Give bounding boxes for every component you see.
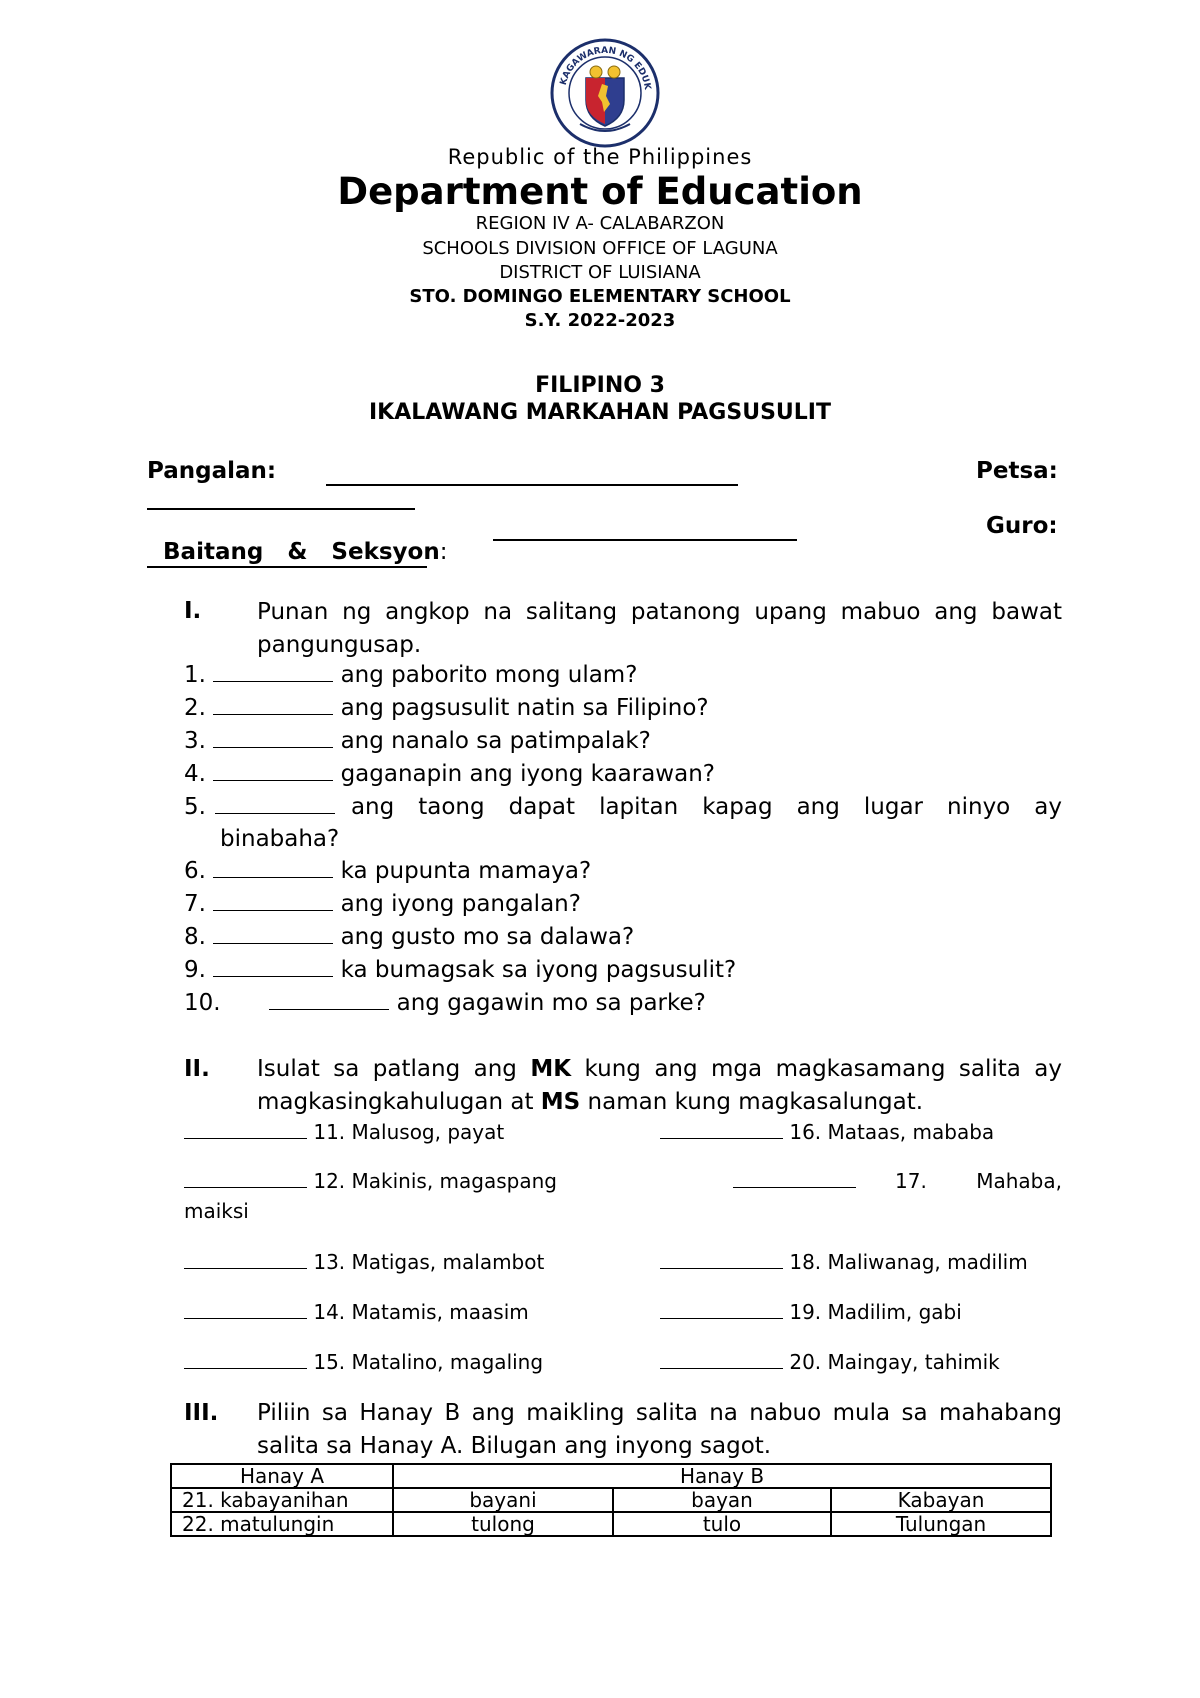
question-7 xyxy=(184,891,581,917)
question-text: ang gusto mo sa dalawa? xyxy=(340,924,635,950)
question-number: 9. xyxy=(184,957,206,983)
question-text: ang pagsusulit natin sa Filipino? xyxy=(340,695,709,721)
section1-directions-line2: pangungusap. xyxy=(257,632,422,658)
question-2 xyxy=(184,695,709,721)
question-number: 5. xyxy=(184,794,206,820)
name-field[interactable] xyxy=(326,484,738,486)
answer-blank[interactable] xyxy=(184,1187,307,1188)
section2-numeral: II. xyxy=(184,1056,210,1082)
name-label: Pangalan: xyxy=(147,458,277,484)
grade-section-label xyxy=(147,513,447,565)
answer-blank[interactable] xyxy=(733,1187,856,1188)
section3-directions-line2: salita sa Hanay A. Bilugan ang inyong sagot. xyxy=(257,1433,772,1459)
question-10 xyxy=(184,990,706,1016)
hanay-a-word: 22. matulungin xyxy=(171,1512,393,1536)
section1-numeral: I. xyxy=(184,598,202,624)
question-text: gaganapin ang iyong kaarawan? xyxy=(340,761,716,787)
answer-blank[interactable] xyxy=(184,1268,307,1269)
republic-line: Republic of the Philippines xyxy=(447,145,753,169)
choice-option[interactable]: tulong xyxy=(393,1512,613,1536)
division-line: SCHOOLS DIVISION OFFICE OF LAGUNA xyxy=(422,238,778,259)
section2-dir-text: naman kung magkasalungat. xyxy=(580,1089,924,1115)
hanay-table xyxy=(170,1463,1052,1537)
answer-blank[interactable] xyxy=(213,714,333,715)
table-row xyxy=(171,1512,1051,1536)
grade-section-label-text: Baitang & Seksyon xyxy=(163,539,440,565)
question-number: 2. xyxy=(184,695,206,721)
hanay-a-word: 21. kabayanihan xyxy=(171,1488,393,1512)
pair-item-20 xyxy=(660,1350,1000,1374)
section2-directions-line2 xyxy=(257,1086,923,1119)
department-title: Department of Education xyxy=(337,170,863,213)
date-field[interactable] xyxy=(147,508,415,510)
pair-text: 16. Mataas, mababa xyxy=(789,1120,995,1144)
section1-directions-line1: Punan ng angkop na salitang patanong upang mabuo ang bawat xyxy=(257,599,1062,625)
pair-item-11 xyxy=(184,1120,504,1144)
section2-dir-text: Isulat sa patlang ang xyxy=(257,1056,531,1082)
answer-blank[interactable] xyxy=(184,1138,307,1139)
school-year: S.Y. 2022-2023 xyxy=(524,310,676,331)
answer-blank[interactable] xyxy=(213,943,333,944)
district-line: DISTRICT OF LUISIANA xyxy=(499,262,701,283)
seal-text: KAGAWARAN NG EDUK xyxy=(558,45,652,91)
pair-item-17-continuation: maiksi xyxy=(184,1199,249,1223)
question-text: ka pupunta mamaya? xyxy=(340,858,592,884)
pair-item-13 xyxy=(184,1250,544,1274)
pair-item-16 xyxy=(660,1120,994,1144)
pair-text: 20. Maingay, tahimik xyxy=(789,1350,1000,1374)
pair-text: 13. Matigas, malambot xyxy=(313,1250,545,1274)
answer-blank[interactable] xyxy=(660,1368,783,1369)
pair-item-18 xyxy=(660,1250,1028,1274)
answer-blank[interactable] xyxy=(660,1268,783,1269)
teacher-label: Guro: xyxy=(986,513,1058,539)
question-4 xyxy=(184,761,715,787)
choice-option[interactable]: bayani xyxy=(393,1488,613,1512)
question-9 xyxy=(184,957,736,983)
question-5 xyxy=(184,794,1062,820)
answer-blank[interactable] xyxy=(213,877,333,878)
answer-blank[interactable] xyxy=(660,1318,783,1319)
choice-option[interactable]: tulo xyxy=(613,1512,831,1536)
section2-dir-text: kung ang mga magkasamang salita ay xyxy=(571,1056,1062,1082)
pair-text: 12. Makinis, magaspang xyxy=(313,1169,557,1193)
table-header-row xyxy=(171,1464,1051,1488)
question-number: 4. xyxy=(184,761,206,787)
question-8 xyxy=(184,924,634,950)
question-number: 3. xyxy=(184,728,206,754)
answer-blank[interactable] xyxy=(184,1368,307,1369)
date-label: Petsa: xyxy=(976,458,1058,484)
question-5-continuation: binabaha? xyxy=(220,826,340,852)
answer-blank[interactable] xyxy=(215,813,335,814)
deped-seal-logo xyxy=(550,38,660,148)
answer-blank[interactable] xyxy=(269,1009,389,1010)
pair-item-12 xyxy=(184,1169,557,1193)
region-line: REGION IV A- CALABARZON xyxy=(475,213,725,234)
pair-text: 15. Matalino, magaling xyxy=(313,1350,544,1374)
pair-number: 17. xyxy=(895,1169,927,1193)
header-hanay-b: Hanay B xyxy=(393,1464,1051,1488)
exam-title: IKALAWANG MARKAHAN PAGSUSULIT xyxy=(368,400,831,425)
section2-dir-text: magkasingkahulugan at xyxy=(257,1089,541,1115)
question-number: 1. xyxy=(184,662,206,688)
exam-subject: FILIPINO 3 xyxy=(535,373,665,398)
question-text: ang paborito mong ulam? xyxy=(340,662,638,688)
answer-blank[interactable] xyxy=(213,910,333,911)
pair-text: 14. Matamis, maasim xyxy=(313,1300,529,1324)
question-number: 8. xyxy=(184,924,206,950)
question-text: ang gagawin mo sa parke? xyxy=(396,990,706,1016)
section2-directions-line1 xyxy=(257,1053,1062,1086)
answer-blank[interactable] xyxy=(213,976,333,977)
question-number: 7. xyxy=(184,891,206,917)
question-6 xyxy=(184,858,591,884)
section3-directions-line1: Piliin sa Hanay B ang maikling salita na nabuo mula sa mahabang xyxy=(257,1400,1062,1426)
header-hanay-a: Hanay A xyxy=(171,1464,393,1488)
answer-blank[interactable] xyxy=(213,681,333,682)
question-number: 6. xyxy=(184,858,206,884)
ms-abbrev: MS xyxy=(540,1089,581,1115)
answer-blank[interactable] xyxy=(184,1318,307,1319)
question-text: ang iyong pangalan? xyxy=(340,891,581,917)
pair-item-17 xyxy=(733,1169,1062,1193)
mk-abbrev: MK xyxy=(530,1056,572,1082)
answer-blank[interactable] xyxy=(213,747,333,748)
answer-blank[interactable] xyxy=(660,1138,783,1139)
question-text: ang taong dapat lapitan kapag ang lugar ninyo ay xyxy=(350,794,1062,820)
grade-section-colon: : xyxy=(439,539,448,565)
grade-section-field[interactable] xyxy=(493,539,797,541)
choice-option[interactable]: Kabayan xyxy=(831,1488,1051,1512)
choice-option[interactable]: bayan xyxy=(613,1488,831,1512)
pair-text: 19. Madilim, gabi xyxy=(789,1300,962,1324)
question-text: ang nanalo sa patimpalak? xyxy=(340,728,651,754)
pair-text: 11. Malusog, payat xyxy=(313,1120,505,1144)
question-3 xyxy=(184,728,651,754)
pair-text: 18. Maliwanag, madilim xyxy=(789,1250,1028,1274)
question-1 xyxy=(184,662,637,688)
question-text: ka bumagsak sa iyong pagsusulit? xyxy=(340,957,737,983)
pair-text: Mahaba, xyxy=(976,1169,1062,1193)
answer-blank[interactable] xyxy=(213,780,333,781)
pair-item-19 xyxy=(660,1300,962,1324)
question-number: 10. xyxy=(184,990,221,1016)
school-name: STO. DOMINGO ELEMENTARY SCHOOL xyxy=(409,286,791,307)
choice-option[interactable]: Tulungan xyxy=(831,1512,1051,1536)
pair-item-15 xyxy=(184,1350,543,1374)
section3-numeral: III. xyxy=(184,1400,219,1426)
teacher-field[interactable] xyxy=(147,566,427,568)
table-row xyxy=(171,1488,1051,1512)
pair-item-14 xyxy=(184,1300,529,1324)
